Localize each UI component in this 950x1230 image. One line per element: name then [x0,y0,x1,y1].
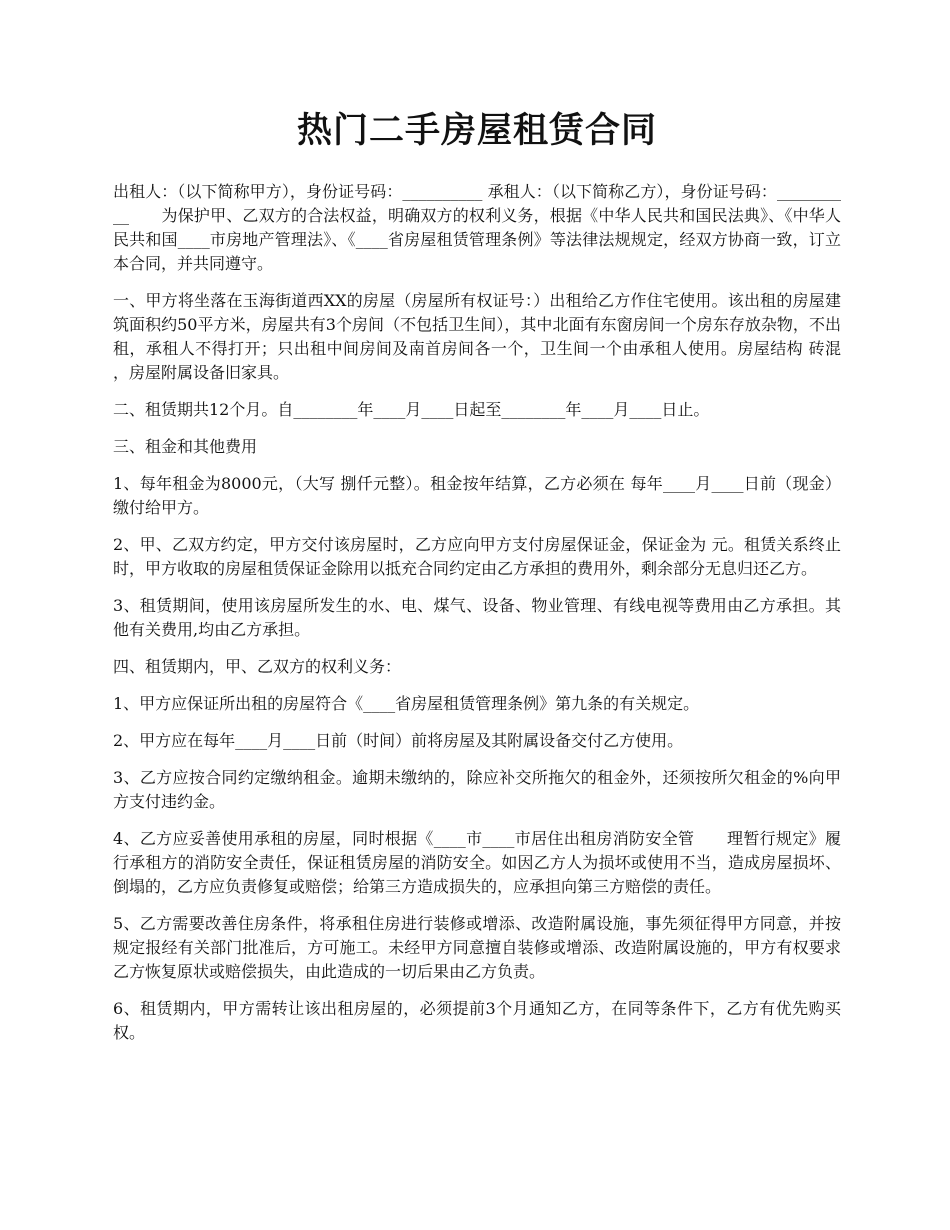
clause-4-4-paragraph: 4、乙方应妥善使用承租的房屋，同时根据《____市____市居住出租房消防安全管 理暂行规定》履行承租方的消防安全责任，保证租赁房屋的消防安全。如因乙方人为损坏或使用不当，造成房屋损坏、倒塌的，乙方应负责修复或赔偿；给第三方造成损失的，应承担向第三方赔偿的责任。 [113,828,841,896]
intro-paragraph: 出租人：（以下简称甲方），身份证号码：__________ 承租人：（以下简称乙方），身份证号码：__________ 为保护甲、乙双方的合法权益，明确双方的权利义务，根据《中华人民共和国民法典》、《中华人民共和国____市房地产管理法》、《____省房屋租赁管理条例》等法律法规规定，经双方协商一致，订立本合同，并共同遵守。 [113,181,841,273]
clause-4-6-paragraph: 6、租赁期内，甲方需转让该出租房屋的，必须提前3个月通知乙方，在同等条件下，乙方有优先购买权。 [113,998,841,1042]
document-page [113,108,841,1058]
clause-4-heading: 四、租赁期内，甲、乙双方的权利义务： [113,656,402,676]
document-title: 热门二手房屋租赁合同 [296,110,657,151]
clause-4-5-paragraph: 5、乙方需要改善住房条件，将承租住房进行装修或增添、改造附属设施，事先须征得甲方同意，并按规定报经有关部门批准后，方可施工。未经甲方同意擅自装修或增添、改造附属设施的，甲方有权要求乙方恢复原状或赔偿损失，由此造成的一切后果由乙方负责。 [113,913,841,981]
clause-4-3-paragraph: 3、乙方应按合同约定缴纳租金。逾期未缴纳的，除应补交所拖欠的租金外，还须按所欠租金的%向甲方支付违约金。 [113,767,841,811]
clause-4-1-paragraph: 1、甲方应保证所出租的房屋符合《____省房屋租赁管理条例》第九条的有关规定。 [113,693,700,713]
clause-3-2-paragraph: 2、甲、乙双方约定，甲方交付该房屋时，乙方应向甲方支付房屋保证金，保证金为 元。租赁关系终止时，甲方收取的房屋租赁保证金除用以抵充合同约定由乙方承担的费用外，剩余部分无息归还乙方。 [113,534,841,578]
clause-2-paragraph: 二、租赁期共12个月。自________年____月____日起至________年____月____日止。 [113,399,710,419]
clause-4-2-paragraph: 2、甲方应在每年____月____日前（时间）前将房屋及其附属设备交付乙方使用。 [113,730,684,750]
clause-3-1-paragraph: 1、每年租金为8000元，（大写 捌仟元整）。租金按年结算，乙方必须在 每年____月____日前（现金）缴付给甲方。 [113,473,841,517]
clause-3-3-paragraph: 3、租赁期间，使用该房屋所发生的水、电、煤气、设备、物业管理、有线电视等费用由乙方承担。其他有关费用,均由乙方承担。 [113,595,841,639]
clause-3-heading: 三、租金和其他费用 [113,436,258,456]
clause-1-paragraph: 一、甲方将坐落在玉海街道西XX的房屋（房屋所有权证号：）出租给乙方作住宅使用。该出租的房屋建筑面积约50平方米，房屋共有3个房间（不包括卫生间），其中北面有东窗房间一个房东存放杂物，不出租，承租人不得打开；只出租中间房间及南首房间各一个，卫生间一个由承租人使用。房屋结构 砖混 ，房屋附属设备旧家具。 [113,290,841,382]
